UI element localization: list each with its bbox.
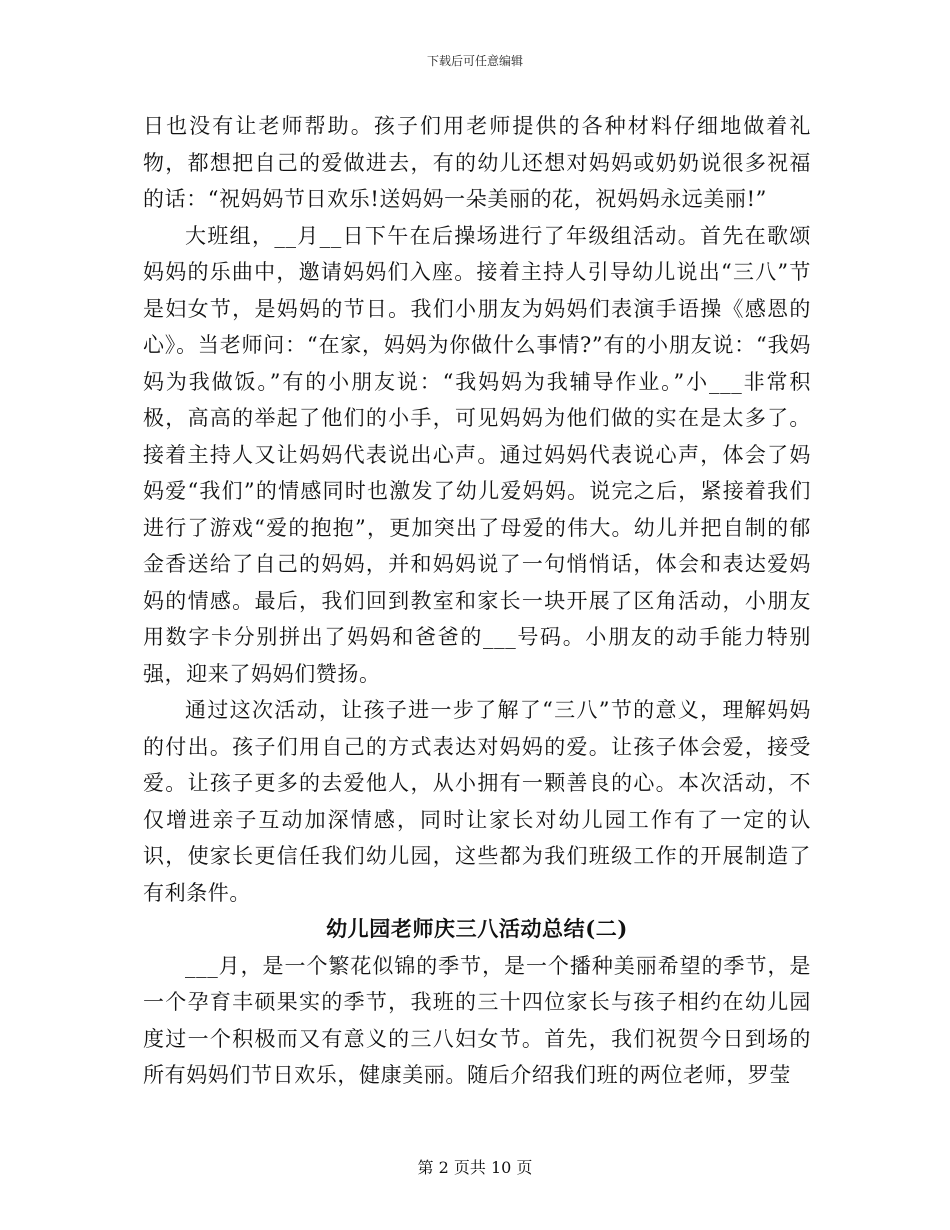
page-footer: 第 2 页共 10 页 — [417, 1158, 533, 1177]
paragraph-summary: 通过这次活动，让孩子进一步了解了“三八”节的意义，理解妈妈的付出。孩子们用自己的方式表达对妈妈的爱。让孩子体会爱，接受爱。让孩子更多的去爱他人，从小拥有一颗善良的心。本次活动，不仅增进亲子互动加深情感，同时让家长对幼儿园工作有了一定的认识，使家长更信任我们幼儿园，这些都为我们班级工作的开展制造了有利条件。 — [143, 698, 811, 905]
paragraph-senior-class: 大班组，__月__日下午在后操场进行了年级组活动。首先在歌颂妈妈的乐曲中，邀请妈妈们入座。接着主持人引导幼儿说出“三八”节是妇女节，是妈妈的节日。我们小朋友为妈妈们表演手语操《感恩的心》。当老师问：“在家，妈妈为你做什么事情?”有的小朋友说：“我妈妈为我做饭。”有的小朋友说：“我妈妈为我辅导作业。”小___非常积极，高高的举起了他们的小手，可见妈妈为他们做的实在是太多了。接着主持人又让妈妈代表说出心声。通过妈妈代表说心声，体会了妈妈爱“我们”的情感同时也激发了幼儿爱妈妈。说完之后，紧接着我们进行了游戏“爱的抱抱”，更加突出了母爱的伟大。幼儿并把自制的郁金香送给了自己的妈妈，并和妈妈说了一句悄悄话，体会和表达爱妈妈的情感。最后，我们回到教室和家长一块开展了区角活动，小朋友用数字卡分别拼出了妈妈和爸爸的___号码。小朋友的动手能力特别强，迎来了妈妈们赞扬。 — [143, 223, 811, 686]
paragraph-section-two-intro: ___月，是一个繁花似锦的季节，是一个播种美丽希望的季节，是一个孕育丰硕果实的季节，我班的三十四位家长与孩子相约在幼儿园度过一个积极而又有意义的三八妇女节。首先，我们祝贺今日到场的所有妈妈们节日欢乐，健康美丽。随后介绍我们班的两位老师，罗莹 — [143, 953, 811, 1087]
section-title: 幼儿园老师庆三八活动总结(二) — [326, 916, 628, 941]
page-header: 下载后可任意编辑 — [426, 54, 523, 68]
document-body — [143, 108, 811, 1094]
paragraph-continuation: 日也没有让老师帮助。孩子们用老师提供的各种材料仔细地做着礼物，都想把自己的爱做进去，有的幼儿还想对妈妈或奶奶说很多祝福的话：“祝妈妈节日欢乐!送妈妈一朵美丽的花，祝妈妈永远美丽!” — [143, 114, 811, 211]
